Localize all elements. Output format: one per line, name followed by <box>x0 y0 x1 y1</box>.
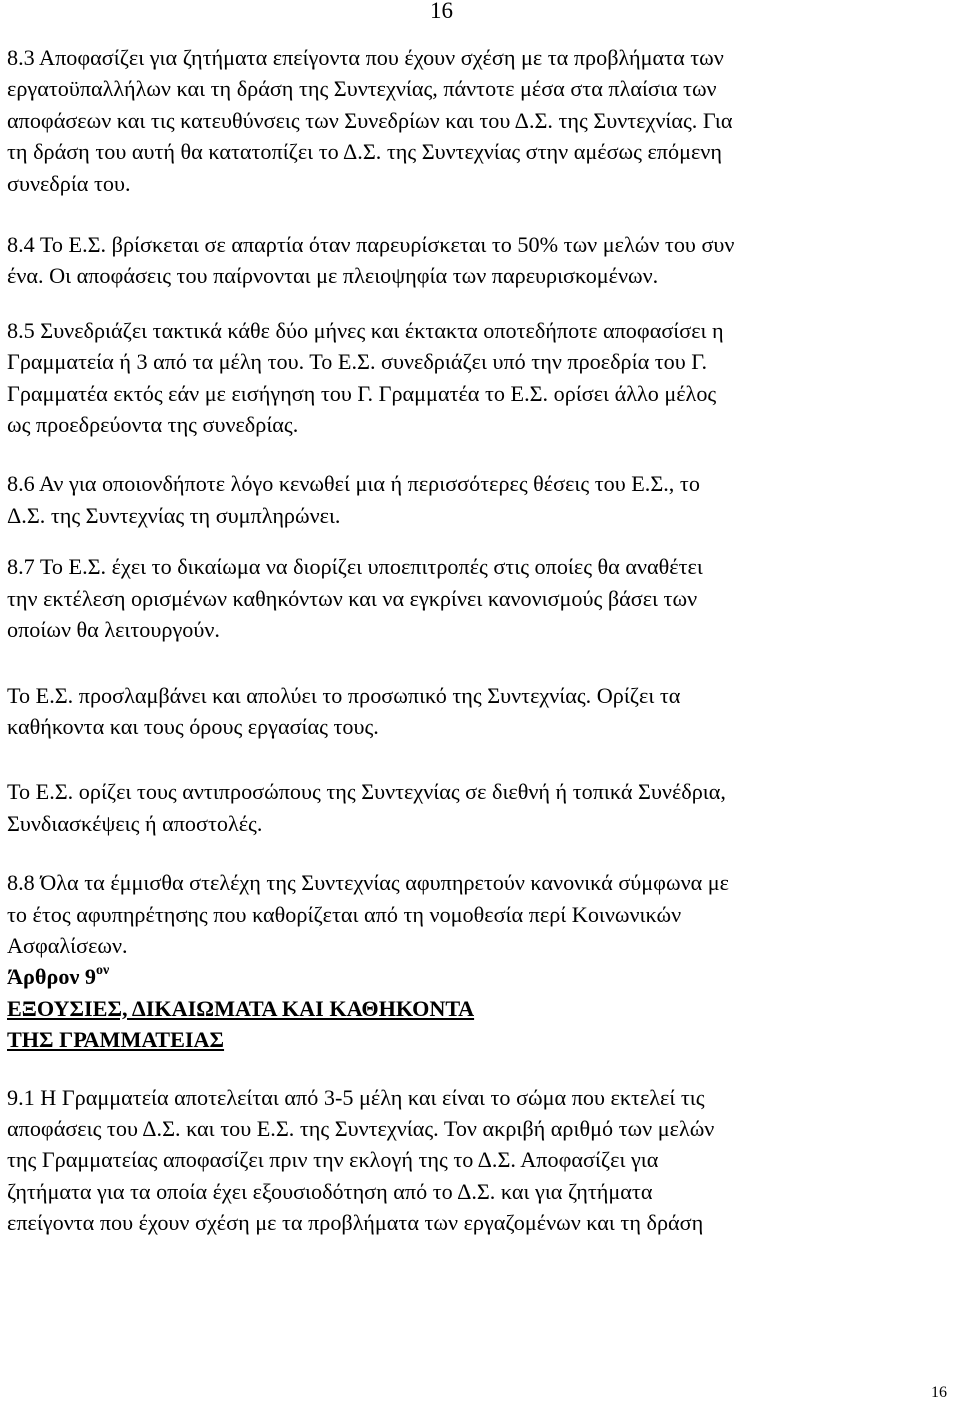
paragraph-8-7: 8.7 Το Ε.Σ. έχει το δικαίωμα να διορίζει υποεπιτροπές στις οποίες θα αναθέτει την εκτέλεση ορισμένων καθηκόντων και να εγκρίνει κανονισμούς βάσει των οποίων θα λειτουργούν. <box>7 554 703 643</box>
paragraph-es-staff: Το Ε.Σ. προσλαμβάνει και απολύει το προσωπικό της Συντεχνίας. Ορίζει τα καθήκοντα και τους όρους εργασίας τους. <box>7 682 681 739</box>
page-number-bottom: 16 <box>931 1384 947 1401</box>
page-number-top: 16 <box>430 0 453 23</box>
paragraph-8-3: 8.3 Αποφασίζει για ζητήματα επείγοντα που έχουν σχέση με τα προβλήματα των εργατοϋπαλλήλων και τη δράση της Συντεχνίας, πάντοτε μέσα στα πλαίσια των αποφάσεων και τις κατευθύνσεις των Συνεδρίων και του Δ.Σ. της Συντεχνίας. Για τη δράση του αυτή θα κατατοπίζει το Δ.Σ. της Συντεχνίας στην αμέσως επόμενη συνεδρία του. <box>7 45 733 196</box>
article-heading-text: Άρθρον 9 <box>7 964 96 990</box>
paragraph-8-8: 8.8 Όλα τα έμμισθα στελέχη της Συντεχνίας αφυπηρετούν κανονικά σύμφωνα με το έτος αφυπηρέτησης που καθορίζεται από τη νομοθεσία περί Κοινωνικών Ασφαλίσεων. <box>7 870 729 958</box>
paragraph-8-4: 8.4 Το Ε.Σ. βρίσκεται σε απαρτία όταν παρευρίσκεται το 50% των μελών του συν ένα. Οι αποφάσεις του παίρνονται με πλειοψηφία των παρευρισκομένων. <box>7 232 735 289</box>
paragraph-9-1: 9.1 Η Γραμματεία αποτελείται από 3-5 μέλη και είναι το σώμα που εκτελεί τις αποφάσεις του Δ.Σ. και του Ε.Σ. της Συντεχνίας. Τον ακριβή αριθμό των μελών της Γραμματείας αποφασίζει πριν την εκλογή της το Δ.Σ. Αποφασίζει για ζητήματα για τα οποία έχει εξουσιοδότηση από το Δ.Σ. και για ζητήματα επείγοντα που έχουν σχέση με τα προβλήματα των εργαζομένων και τη δράση <box>7 1084 715 1236</box>
paragraph-es-representatives: Το Ε.Σ. ορίζει τους αντιπροσώπους της Συντεχνίας σε διεθνή ή τοπικά Συνέδρια, Συνδιασκέψεις ή αποστολές. <box>7 779 726 836</box>
section-title: ΕΞΟΥΣΙΕΣ, ΔΙΚΑΙΩΜΑΤΑ ΚΑΙ ΚΑΘΗΚΟΝΤΑ ΤΗΣ ΓΡΑΜΜΑΤΕΙΑΣ <box>7 995 475 1053</box>
article-heading-superscript: ον <box>96 963 110 979</box>
paragraph-8-5: 8.5 Συνεδριάζει τακτικά κάθε δύο μήνες και έκτακτα οποτεδήποτε αποφασίσει η Γραμματεία ή 3 από τα μέλη του. Το Ε.Σ. συνεδριάζει υπό την προεδρία του Γ. Γραμματέα εκτός εάν με εισήγηση του Γ. Γραμματέα το Ε.Σ. ορίσει άλλο μέλος ως προεδρεύοντα της συνεδρίας. <box>7 317 724 438</box>
paragraph-8-6: 8.6 Αν για οποιονδήποτε λόγο κενωθεί μια ή περισσότερες θέσεις του Ε.Σ., το Δ.Σ. της Συντεχνίας τη συμπληρώνει. <box>7 471 700 528</box>
article-heading <box>7 961 907 992</box>
document-body <box>7 42 907 1239</box>
